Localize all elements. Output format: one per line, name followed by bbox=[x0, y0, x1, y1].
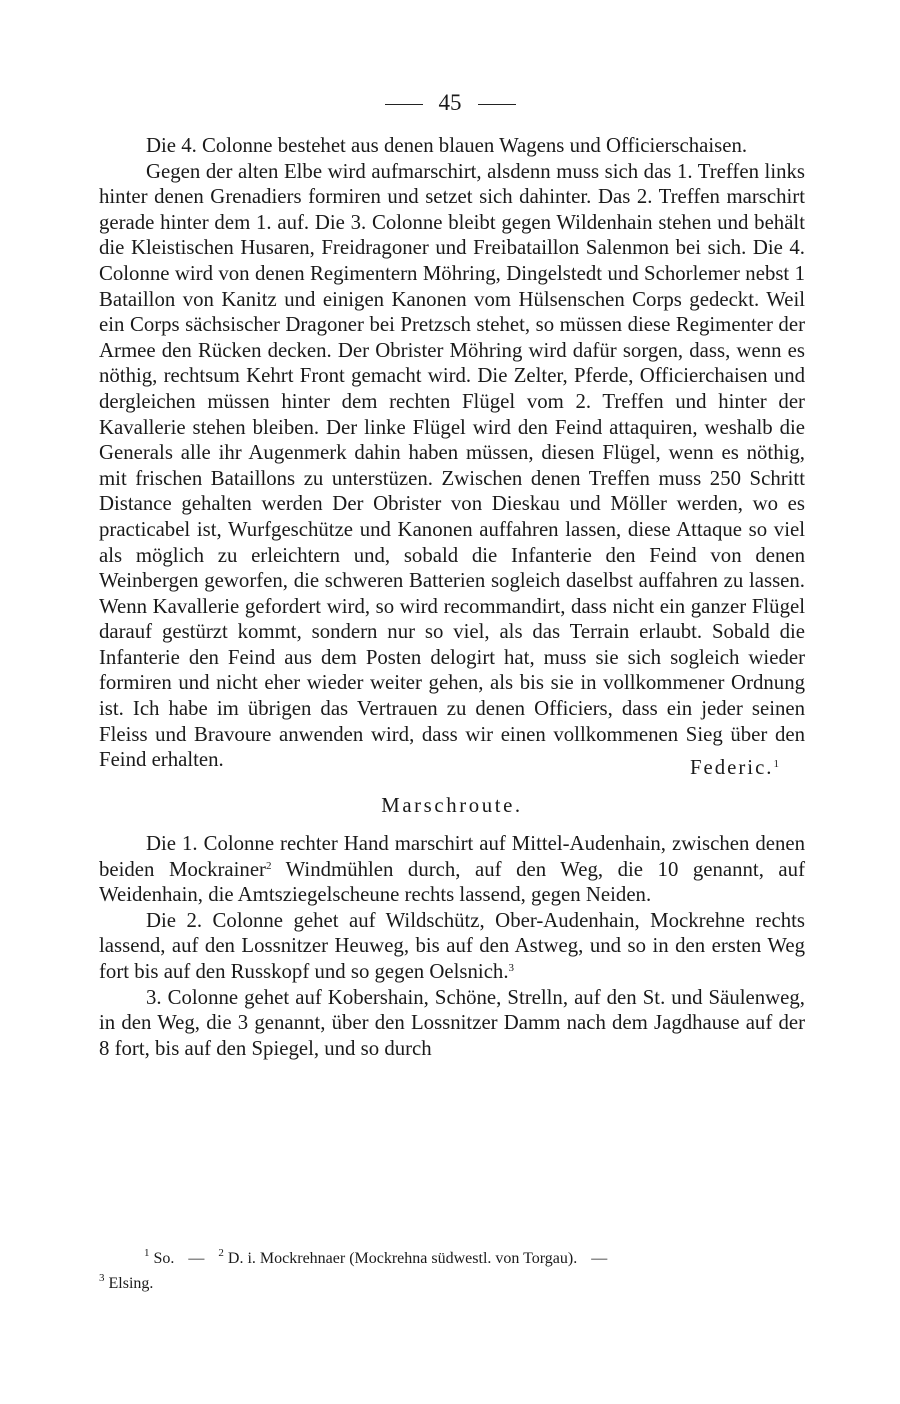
footnote-number: 1 bbox=[144, 1247, 150, 1259]
paragraph bbox=[99, 908, 805, 985]
page-number: 45 bbox=[438, 90, 462, 115]
footnote-marker: 2 bbox=[265, 859, 272, 872]
footnote-marker: 1 bbox=[773, 757, 781, 770]
footnote-number: 3 bbox=[99, 1272, 105, 1284]
paragraph: 3. Colonne gehet auf Kobershain, Schöne, Strelln, auf den St. und Säulenweg, in den Weg, die 3 genannt, über den Lossnitzer Damm nach dem Jagdhause auf der 8 fort, bis auf den Spiegel, und so durch bbox=[99, 985, 805, 1060]
paragraph: Gegen der alten Elbe wird aufmarschirt, alsdenn muss sich das 1. Treffen links hinter denen Grenadiers formiren und setzet sich dahinter. Das 2. Treffen marschirt gerade hinter dem 1. auf. Die 3. Colonne bleibt gegen Wildenhain stehen und behält die Kleistischen Husaren, Freidragoner und Freibataillon Salenmon bei sich. Die 4. Colonne wird von denen Regimentern Möhring, Dingelstedt und Schorlemer nebst 1 Bataillon von Kanitz und einigen Kanonen vom Hülsenschen Corps gedeckt. Weil ein Corps sächsischer Dragoner bei Pretzsch stehet, so müssen diese Regimenter der Armee den Rücken decken. Der Obrister Möhring wird dafür sorgen, dass, wenn es nöthig, rechtsum Kehrt Front gemacht wird. Die Zelter, Pferde, Officierchaisen und dergleichen müssen hinter dem rechten Flügel vom 2. Treffen und hinter der Kavallerie stehen bleiben. Der linke Flügel wird den Feind attaquiren, weshalb die Generals alle ihr Augenmerk dahin haben müssen, diesen Flügel, wenn es nöthig, mit frischen Bataillons zu unterstüzen. Zwischen denen Treffen muss 250 Schritt Distance gehalten werden Der Obrister von Dieskau und Möller werden, wo es practicabel ist, Wurfgeschütze und Kanonen auffahren lassen, diese Attaque so viel als möglich zu erleichtern und, sobald die Infanterie den Feind von denen Weinbergen geworfen, die schweren Batterien sogleich daselbst auffahren zu lassen. Wenn Kavallerie gefordert wird, so wird recommandirt, dass nicht ein ganzer Flügel darauf gestürzt kommt, sondern nur so viel, als das Terrain erlaubt. Sobald die Infanterie den Feind aus dem Posten delogirt hat, muss sie sich sogleich wieder formiren und nicht eher wieder weiter gehen, als bis sie in vollkommener Ordnung ist. Ich habe im übrigen das Vertrauen zu denen Officiers, dass ein jeder seinen Fleiss und Bravoure anwenden wird, dass wir einen vollkommenen Sieg über den Feind erhalten. bbox=[99, 159, 805, 772]
body-text bbox=[99, 133, 805, 1061]
footnote-text: So. bbox=[153, 1250, 175, 1267]
paragraph-text: Die 1. Colonne rechter Hand marschirt auf Mittel-Audenhain, zwischen denen beiden Mockrainer bbox=[99, 832, 805, 881]
footnote-dash: — bbox=[591, 1250, 608, 1267]
footnotes bbox=[99, 1246, 805, 1296]
footnote-line bbox=[99, 1271, 805, 1296]
footnote-number: 2 bbox=[218, 1247, 224, 1259]
header-rule-right bbox=[478, 104, 516, 105]
paragraph: Die 4. Colonne bestehet aus denen blauen Wagens und Officierschaisen. bbox=[146, 134, 748, 157]
paragraph-text: Die 2. Colonne gehet auf Wildschütz, Ober-Audenhain, Mockrehne rechts lassend, auf den Lossnitzer Heuweg, bis auf den Astweg, und so in den ersten Weg fort bis auf den Russkopf und so gegen Oelsnich. bbox=[99, 908, 805, 983]
footnote-line bbox=[99, 1246, 805, 1271]
signature-name: Federic. bbox=[689, 755, 774, 779]
footnote-text: Elsing. bbox=[108, 1275, 154, 1292]
paragraph bbox=[99, 831, 805, 908]
section-heading: Marschroute. bbox=[381, 794, 523, 818]
footnote-text: D. i. Mockrehnaer (Mockrehna südwestl. von Torgau). bbox=[227, 1250, 578, 1267]
footnote-dash: — bbox=[188, 1250, 205, 1267]
paragraph-text: Windmühlen durch, auf den Weg, die 10 genannt, auf Weidenhain, die Amtsziegelscheune rechts lassend, gegen Neiden. bbox=[99, 857, 805, 907]
page-header bbox=[0, 86, 900, 120]
footnote-marker: 3 bbox=[508, 962, 515, 974]
header-rule-left bbox=[385, 104, 423, 105]
